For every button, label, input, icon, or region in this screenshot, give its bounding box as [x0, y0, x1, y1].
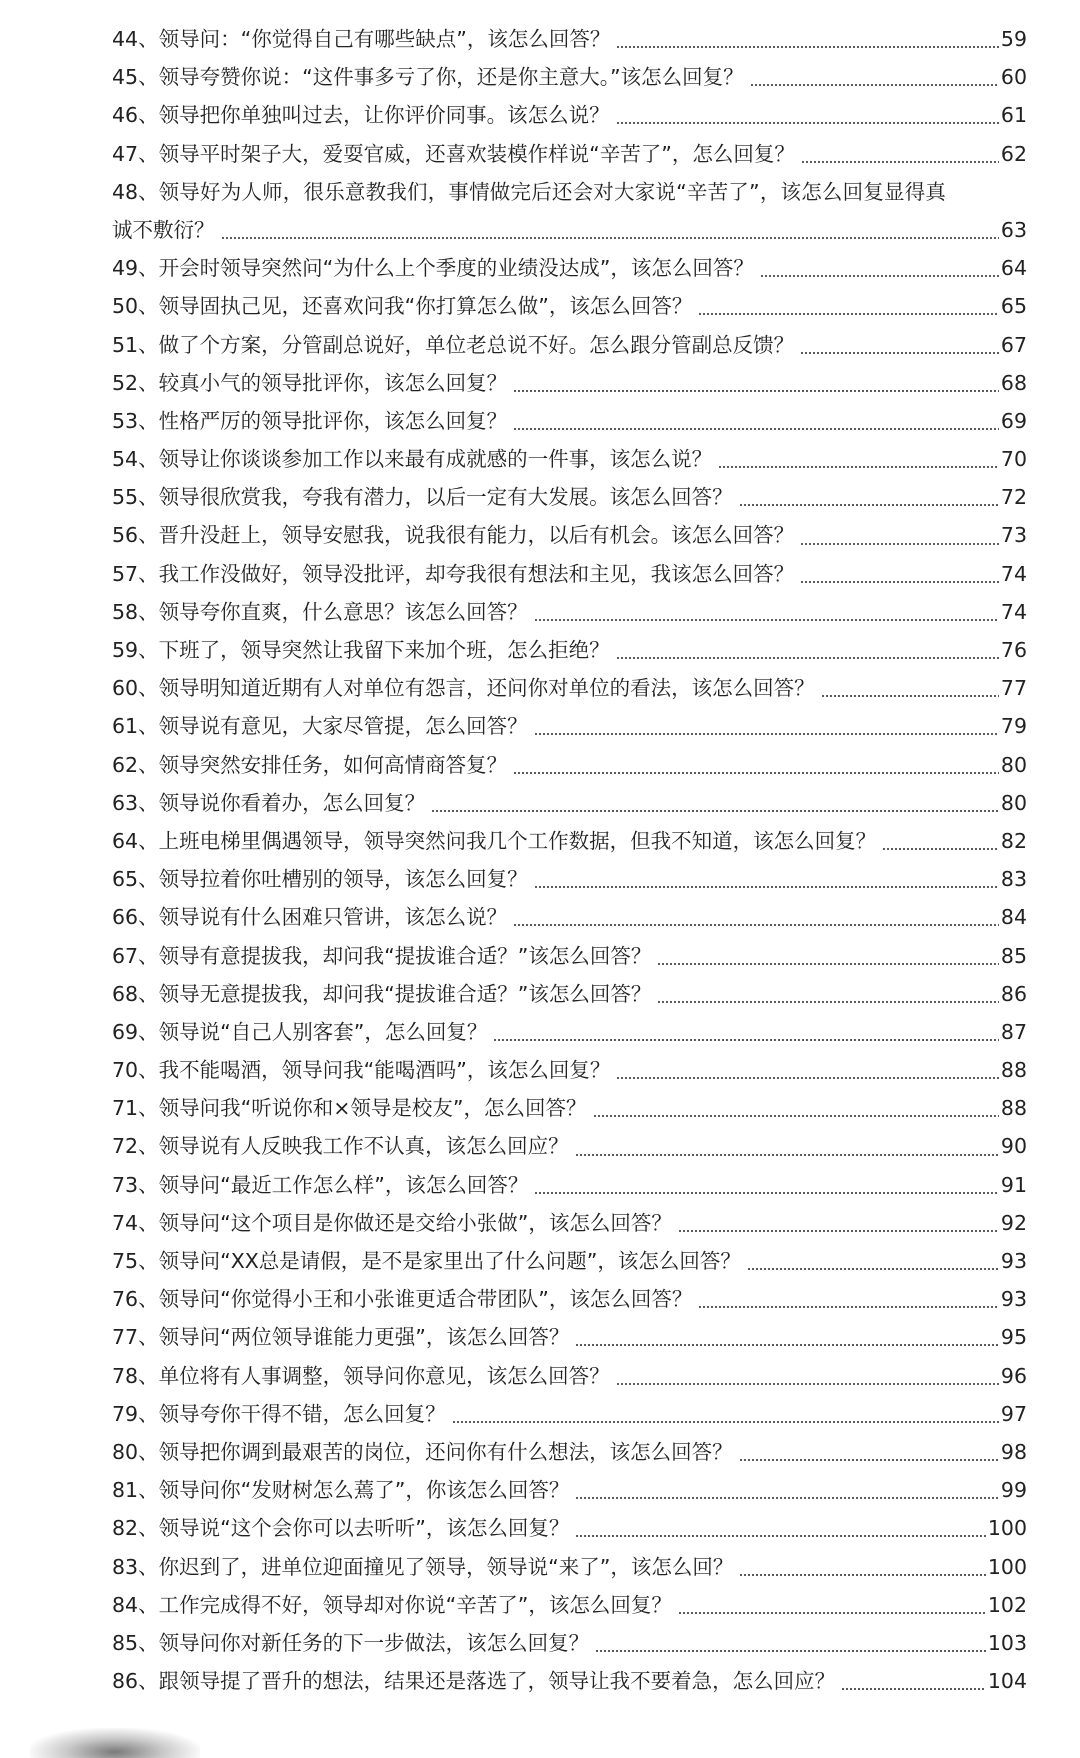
entry-number: 67、: [112, 943, 159, 968]
entry-page-number: 68: [1000, 370, 1027, 395]
entry-title: 领导夸你直爽，什么意思？该怎么回答？: [158, 599, 528, 624]
toc-entry: [112, 1586, 1027, 1624]
entry-page-number: 74: [1000, 561, 1027, 586]
entry-number: 52、: [112, 370, 159, 395]
entry-title: 做了个方案，分管副总说好，单位老总说不好。怎么跟分管副总反馈？: [158, 332, 795, 357]
dot-leader: [698, 1306, 999, 1308]
entry-page-number: 103: [987, 1630, 1027, 1655]
entry-number: 82、: [112, 1516, 159, 1541]
entry-title: 领导平时架子大，爱耍官威，还喜欢装模作样说“辛苦了”，怎么回复？: [158, 141, 795, 166]
entry-title: 领导问“两位领导谁能力更强”，该怎么回答？: [158, 1325, 570, 1350]
entry-number: 65、: [112, 867, 159, 892]
entry-page-number: 80: [1000, 752, 1027, 777]
entry-number: 83、: [112, 1554, 159, 1579]
entry-page-number: 100: [987, 1516, 1027, 1541]
toc-entry: [112, 707, 1027, 745]
toc-entry: [112, 249, 1027, 287]
entry-title: 我工作没做好，领导没批评，却夸我很有想法和主见，我该怎么回答？: [158, 561, 795, 586]
dot-leader: [739, 1574, 986, 1576]
dot-leader: [678, 1230, 999, 1232]
dot-leader: [431, 810, 999, 812]
toc-entry: [112, 1433, 1027, 1471]
toc-entry: [112, 1280, 1027, 1318]
toc-entry: [112, 555, 1027, 593]
entry-number: 85、: [112, 1630, 159, 1655]
dot-leader: [575, 1497, 999, 1499]
dot-leader: [595, 1650, 986, 1652]
toc-entry: [112, 1013, 1027, 1051]
entry-number: 50、: [112, 294, 159, 319]
toc-entry: [112, 898, 1027, 936]
entry-title: 较真小气的领导批评你，该怎么回复？: [158, 370, 508, 395]
dot-leader: [513, 428, 999, 430]
entry-title: 领导问“XX总是请假，是不是家里出了什么问题”，该怎么回答？: [158, 1249, 741, 1273]
dot-leader: [750, 84, 999, 86]
dot-leader: [513, 772, 999, 774]
entry-page-number: 65: [1000, 294, 1027, 319]
entry-title: 领导问“你觉得小王和小张谁更适合带团队”，该怎么回答？: [158, 1287, 693, 1312]
toc-entry: [112, 287, 1027, 325]
entry-page-number: 93: [1000, 1249, 1027, 1273]
entry-title: 领导夸赞你说：“这件事多亏了你，还是你主意大。”该怎么回复？: [158, 65, 744, 90]
dot-leader: [513, 390, 999, 392]
entry-page-number: 83: [1000, 867, 1027, 892]
entry-page-number: 88: [1000, 1096, 1027, 1121]
dot-leader: [534, 619, 999, 621]
toc-entry: [112, 58, 1027, 96]
entry-number: 74、: [112, 1210, 159, 1235]
entry-number: 53、: [112, 408, 159, 433]
dot-leader: [534, 1192, 999, 1194]
entry-page-number: 88: [1000, 1058, 1027, 1083]
entry-page-number: 59: [1000, 27, 1027, 51]
dot-leader: [534, 733, 999, 735]
dot-leader: [616, 1383, 999, 1385]
entry-page-number: 80: [1000, 790, 1027, 815]
entry-number: 79、: [112, 1401, 159, 1426]
toc-entry-continuation: [112, 211, 1027, 249]
toc-entry: [112, 1242, 1027, 1280]
toc-entry: [112, 1051, 1027, 1089]
entry-number: 69、: [112, 1019, 159, 1044]
dot-leader: [678, 1612, 986, 1614]
dot-leader: [801, 161, 999, 163]
dot-leader: [739, 1459, 999, 1461]
entry-page-number: 62: [1000, 141, 1027, 166]
toc-entry: [112, 975, 1027, 1013]
dot-leader: [800, 543, 999, 545]
entry-title: 领导有意提拔我，却问我“提拔谁合适？”该怎么回答？: [158, 943, 652, 968]
entry-page-number: 79: [1000, 714, 1027, 739]
entry-title: 领导无意提拔我，却问我“提拔谁合适？”该怎么回答？: [158, 981, 652, 1006]
entry-page-number: 63: [1000, 217, 1027, 242]
dot-leader: [616, 122, 999, 124]
entry-title: 单位将有人事调整，领导问你意见，该怎么回答？: [158, 1363, 610, 1388]
entry-title: 领导说有什么困难只管讲，该怎么说？: [158, 905, 508, 930]
entry-number: 54、: [112, 447, 159, 472]
entry-number: 78、: [112, 1363, 159, 1388]
dot-leader: [493, 1039, 999, 1041]
entry-title: 领导夸你干得不错，怎么回复？: [158, 1401, 446, 1426]
toc-entry: [112, 478, 1027, 516]
dot-leader: [221, 237, 999, 239]
dot-leader: [593, 1115, 999, 1117]
entry-page-number: 85: [1000, 943, 1027, 968]
entry-page-number: 82: [1000, 828, 1027, 853]
entry-page-number: 91: [1000, 1172, 1027, 1197]
dot-leader: [739, 504, 999, 506]
entry-number: 76、: [112, 1287, 159, 1312]
entry-title: 领导把你调到最艰苦的岗位，还问你有什么想法，该怎么回答？: [158, 1439, 733, 1464]
dot-leader: [616, 657, 999, 659]
entry-page-number: 95: [1000, 1325, 1027, 1350]
entry-page-number: 60: [1000, 65, 1027, 90]
toc-entry: [112, 440, 1027, 478]
toc-entry: [112, 516, 1027, 554]
entry-number: 60、: [112, 676, 159, 701]
dot-leader: [616, 46, 999, 48]
entry-number: 73、: [112, 1172, 159, 1197]
entry-number: 81、: [112, 1478, 159, 1503]
entry-page-number: 70: [1000, 447, 1027, 472]
entry-page-number: 74: [1000, 599, 1027, 624]
toc-entry: [112, 96, 1027, 134]
dot-leader: [657, 1001, 999, 1003]
entry-title: 领导让你谈谈参加工作以来最有成就感的一件事，该怎么说？: [158, 447, 713, 472]
table-of-contents: [112, 20, 1027, 1700]
dot-leader: [718, 466, 999, 468]
entry-page-number: 73: [1000, 523, 1027, 548]
entry-number: 77、: [112, 1325, 159, 1350]
entry-title: 领导明知道近期有人对单位有怨言，还问你对单位的看法，该怎么回答？: [158, 676, 815, 701]
entry-page-number: 64: [1000, 256, 1027, 281]
entry-title: 领导问：“你觉得自己有哪些缺点”，该怎么回答？: [158, 27, 611, 51]
toc-entry: [112, 860, 1027, 898]
entry-number: 44、: [112, 27, 159, 51]
dot-leader: [760, 275, 999, 277]
dot-leader: [698, 313, 999, 315]
entry-page-number: 72: [1000, 485, 1027, 510]
dot-leader: [882, 848, 999, 850]
entry-page-number: 61: [1000, 103, 1027, 128]
entry-page-number: 77: [1000, 676, 1027, 701]
toc-entry: [112, 822, 1027, 860]
dot-leader: [452, 1421, 999, 1423]
entry-number: 84、: [112, 1592, 159, 1617]
entry-title: 领导说有意见，大家尽管提，怎么回答？: [158, 714, 528, 739]
toc-entry: [112, 1509, 1027, 1547]
toc-entry: [112, 173, 1027, 211]
entry-number: 80、: [112, 1439, 159, 1464]
entry-title: 领导问你对新任务的下一步做法，该怎么回复？: [158, 1630, 590, 1655]
entry-number: 56、: [112, 523, 159, 548]
entry-title: 领导问“最近工作怎么样”，该怎么回答？: [158, 1172, 529, 1197]
entry-title: 领导拉着你吐槽别的领导，该怎么回复？: [158, 867, 528, 892]
entry-page-number: 96: [1000, 1363, 1027, 1388]
entry-title: 领导把你单独叫过去，让你评价同事。该怎么说？: [158, 103, 610, 128]
entry-number: 47、: [112, 141, 159, 166]
toc-entry: [112, 1624, 1027, 1662]
toc-entry: [112, 326, 1027, 364]
toc-entry: [112, 937, 1027, 975]
toc-entry: [112, 784, 1027, 822]
entry-number: 48、: [112, 179, 159, 204]
toc-entry: [112, 746, 1027, 784]
dot-leader: [821, 695, 999, 697]
entry-page-number: 87: [1000, 1019, 1027, 1044]
entry-number: 70、: [112, 1058, 159, 1083]
entry-title: 开会时领导突然问“为什么上个季度的业绩没达成”，该怎么回答？: [158, 256, 754, 281]
dot-leader: [800, 581, 999, 583]
entry-number: 61、: [112, 714, 159, 739]
entry-title: 领导说“这个会你可以去听听”，该怎么回复？: [158, 1516, 570, 1541]
entry-title: 领导说有人反映我工作不认真，该怎么回应？: [158, 1134, 569, 1159]
dot-leader: [841, 1688, 986, 1690]
toc-entry: [112, 402, 1027, 440]
entry-title: 领导说“自己人别客套”，怎么回复？: [158, 1019, 488, 1044]
entry-number: 49、: [112, 256, 159, 281]
toc-entry: [112, 1395, 1027, 1433]
dot-leader: [575, 1154, 999, 1156]
entry-page-number: 76: [1000, 638, 1027, 662]
entry-title: 领导好为人师，很乐意教我们，事情做完后还会对大家说“辛苦了”，该怎么回复显得真: [158, 179, 947, 204]
toc-entry: [112, 1127, 1027, 1165]
toc-entry: [112, 1318, 1027, 1356]
entry-page-number: 92: [1000, 1210, 1027, 1235]
dot-leader: [534, 886, 999, 888]
entry-title: 我不能喝酒，领导问我“能喝酒吗”，该怎么回复？: [158, 1058, 611, 1083]
toc-entry: [112, 135, 1027, 173]
toc-entry: [112, 1166, 1027, 1204]
entry-number: 75、: [112, 1249, 159, 1273]
entry-page-number: 67: [1000, 332, 1027, 357]
entry-number: 58、: [112, 599, 159, 624]
entry-page-number: 86: [1000, 981, 1027, 1006]
entry-title: 工作完成得不好，领导却对你说“辛苦了”，该怎么回复？: [158, 1592, 672, 1617]
entry-number: 59、: [112, 638, 159, 662]
entry-number: 51、: [112, 332, 159, 357]
entry-number: 86、: [112, 1669, 159, 1694]
entry-title: 性格严厉的领导批评你，该怎么回复？: [158, 408, 508, 433]
dot-leader: [575, 1535, 986, 1537]
entry-number: 64、: [112, 828, 159, 853]
entry-title: 领导固执己见，还喜欢问我“你打算怎么做”，该怎么回答？: [158, 294, 693, 319]
entry-page-number: 100: [987, 1554, 1027, 1579]
scan-shadow: [30, 1728, 200, 1758]
entry-title: 你迟到了，进单位迎面撞见了领导，领导说“来了”，该怎么回？: [158, 1554, 734, 1579]
dot-leader: [575, 1344, 999, 1346]
entry-number: 63、: [112, 790, 159, 815]
entry-page-number: 90: [1000, 1134, 1027, 1159]
entry-number: 68、: [112, 981, 159, 1006]
entry-page-number: 69: [1000, 408, 1027, 433]
entry-title: 上班电梯里偶遇领导，领导突然问我几个工作数据，但我不知道，该怎么回复？: [158, 828, 877, 853]
entry-page-number: 102: [987, 1592, 1027, 1617]
entry-number: 45、: [112, 65, 159, 90]
entry-title: 领导很欣赏我，夸我有潜力，以后一定有大发展。该怎么回答？: [158, 485, 733, 510]
dot-leader: [513, 924, 999, 926]
toc-entry: [112, 1548, 1027, 1586]
entry-title: 晋升没赶上，领导安慰我，说我很有能力，以后有机会。该怎么回答？: [158, 523, 795, 548]
toc-entry: [112, 1357, 1027, 1395]
dot-leader: [747, 1268, 999, 1270]
entry-title: 下班了，领导突然让我留下来加个班，怎么拒绝？: [158, 638, 610, 662]
entry-number: 66、: [112, 905, 159, 930]
toc-entry: [112, 1662, 1027, 1700]
entry-page-number: 84: [1000, 905, 1027, 930]
toc-entry: [112, 669, 1027, 707]
toc-entry: [112, 1204, 1027, 1242]
entry-title-continuation: 诚不敷衍？: [112, 217, 215, 242]
entry-number: 57、: [112, 561, 159, 586]
entry-number: 72、: [112, 1134, 159, 1159]
entry-title: 领导突然安排任务，如何高情商答复？: [158, 752, 508, 777]
toc-entry: [112, 593, 1027, 631]
toc-entry: [112, 20, 1027, 58]
entry-number: 71、: [112, 1096, 159, 1121]
entry-page-number: 93: [1000, 1287, 1027, 1312]
entry-page-number: 98: [1000, 1439, 1027, 1464]
toc-entry: [112, 1471, 1027, 1509]
entry-title: 跟领导提了晋升的想法，结果还是落选了，领导让我不要着急，怎么回应？: [158, 1669, 836, 1694]
dot-leader: [616, 1077, 999, 1079]
entry-number: 62、: [112, 752, 159, 777]
entry-title: 领导问我“听说你和×领导是校友”，怎么回答？: [158, 1096, 587, 1121]
entry-page-number: 97: [1000, 1401, 1027, 1426]
entry-title: 领导问“这个项目是你做还是交给小张做”，该怎么回答？: [158, 1210, 672, 1235]
dot-leader: [657, 963, 999, 965]
entry-title: 领导说你看着办，怎么回复？: [158, 790, 426, 815]
entry-number: 55、: [112, 485, 159, 510]
toc-entry: [112, 1089, 1027, 1127]
entry-number: 46、: [112, 103, 159, 128]
dot-leader: [800, 352, 999, 354]
toc-entry: [112, 631, 1027, 669]
entry-page-number: 104: [987, 1669, 1027, 1694]
entry-title: 领导问你“发财树怎么蔫了”，你该怎么回答？: [158, 1478, 570, 1503]
entry-page-number: 99: [1000, 1478, 1027, 1503]
toc-entry: [112, 364, 1027, 402]
